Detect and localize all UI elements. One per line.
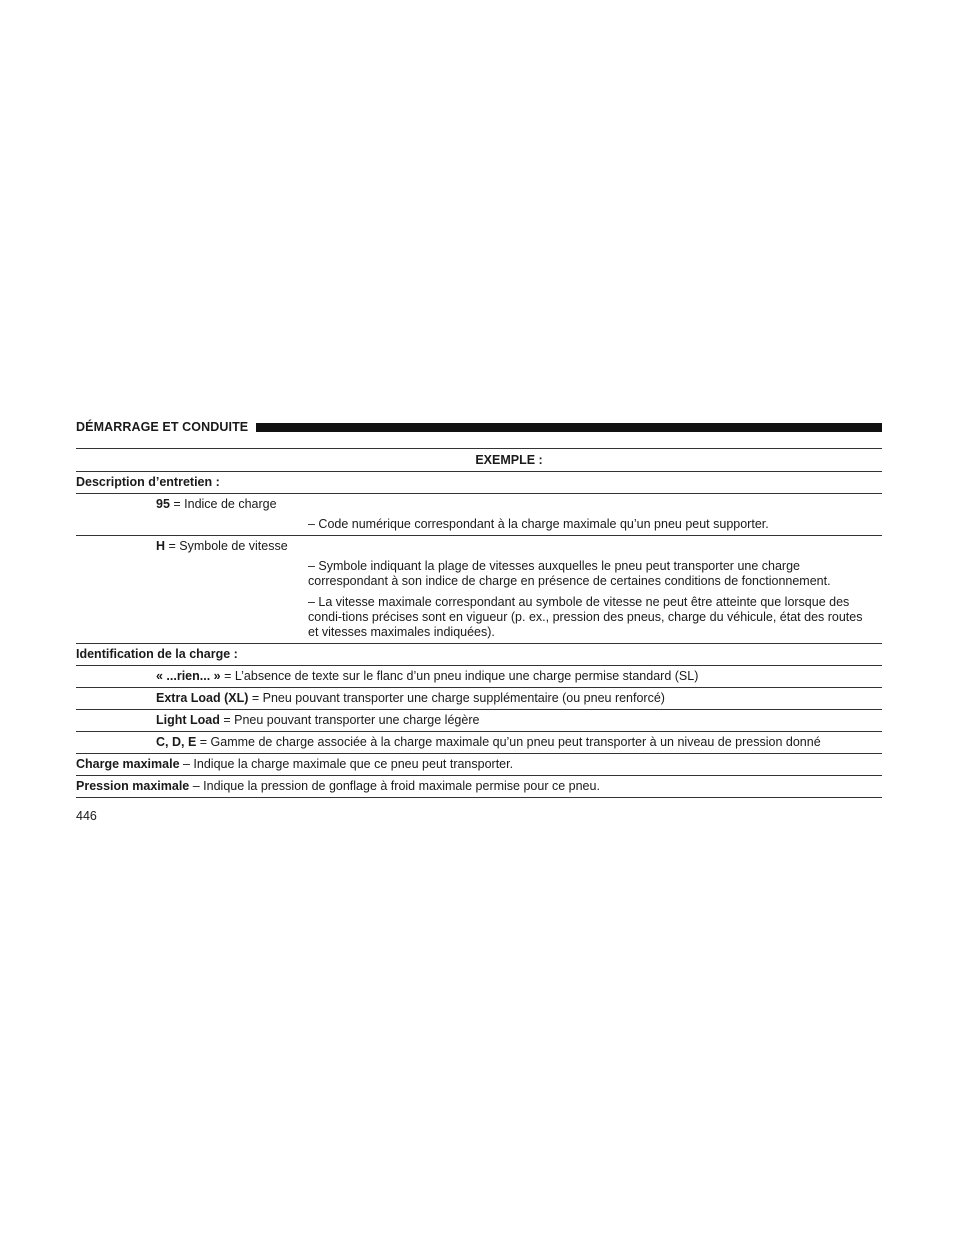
load-range-key: C, D, E [156,735,197,749]
speed-symbol-detail-2: – La vitesse maximale correspondant au symbole de vitesse ne peut être atteinte que lorsque des condi-tions précises sont en vigueur (p. ex., pression des pneus, charge du véhicule, état des routes et vitesses maximales indiquées). [308,595,863,639]
table-title-row [76,449,882,472]
max-load-text: – Indique la charge maximale que ce pneu peut transporter. [179,757,514,771]
max-load-key: Charge maximale [76,757,180,771]
service-description-header-row [76,472,882,494]
table-row-load-range [76,732,882,754]
table-row-speed-symbol [76,536,882,644]
load-index-line [156,497,882,512]
max-pressure-key: Pression maximale [76,779,190,793]
extra-load-key: Extra Load (XL) [156,691,249,705]
load-range-text: = Gamme de charge associée à la charge maximale qu’un pneu peut transporter à un niveau de pression donné [196,735,821,749]
table-row-max-load [76,754,882,776]
section-title: DÉMARRAGE ET CONDUITE [76,420,249,434]
header-rule [256,423,882,432]
section-header [76,418,882,436]
light-load-key: Light Load [156,713,220,727]
page-number: 446 [76,809,97,823]
max-pressure-text: – Indique la pression de gonflage à froid maximale permise pour ce pneu. [189,779,600,793]
table-title: EXEMPLE : [475,453,543,467]
table-row-extra-load [76,688,882,710]
table-row-max-pressure [76,776,882,798]
load-identification-label: Identification de la charge : [76,647,238,661]
table-row-light-load [76,710,882,732]
speed-symbol-line [156,539,882,554]
speed-symbol-key: H [156,539,166,553]
speed-symbol-detail-1: – Symbole indiquant la plage de vitesses auxquelles le pneu peut transporter une charge correspondant à son indice de charge en présence de certaines conditions de fonctionnement. [308,559,831,588]
speed-symbol-text: = Symbole de vitesse [165,539,288,553]
load-identification-header-row [76,644,882,666]
light-load-text: = Pneu pouvant transporter une charge légère [219,713,480,727]
table-row-standard-load [76,666,882,688]
load-index-key: 95 [156,497,170,511]
load-index-detail: – Code numérique correspondant à la charge maximale qu’un pneu peut supporter. [308,517,769,531]
extra-load-text: = Pneu pouvant transporter une charge supplémentaire (ou pneu renforcé) [248,691,665,705]
load-index-text: = Indice de charge [169,497,277,511]
service-description-label: Description d’entretien : [76,475,220,489]
table-row-load-index [76,494,882,536]
standard-load-text: = L’absence de texte sur le flanc d’un pneu indique une charge permise standard (SL) [220,669,699,683]
tire-info-table [76,448,882,798]
standard-load-key: « ...rien... » [156,669,221,683]
